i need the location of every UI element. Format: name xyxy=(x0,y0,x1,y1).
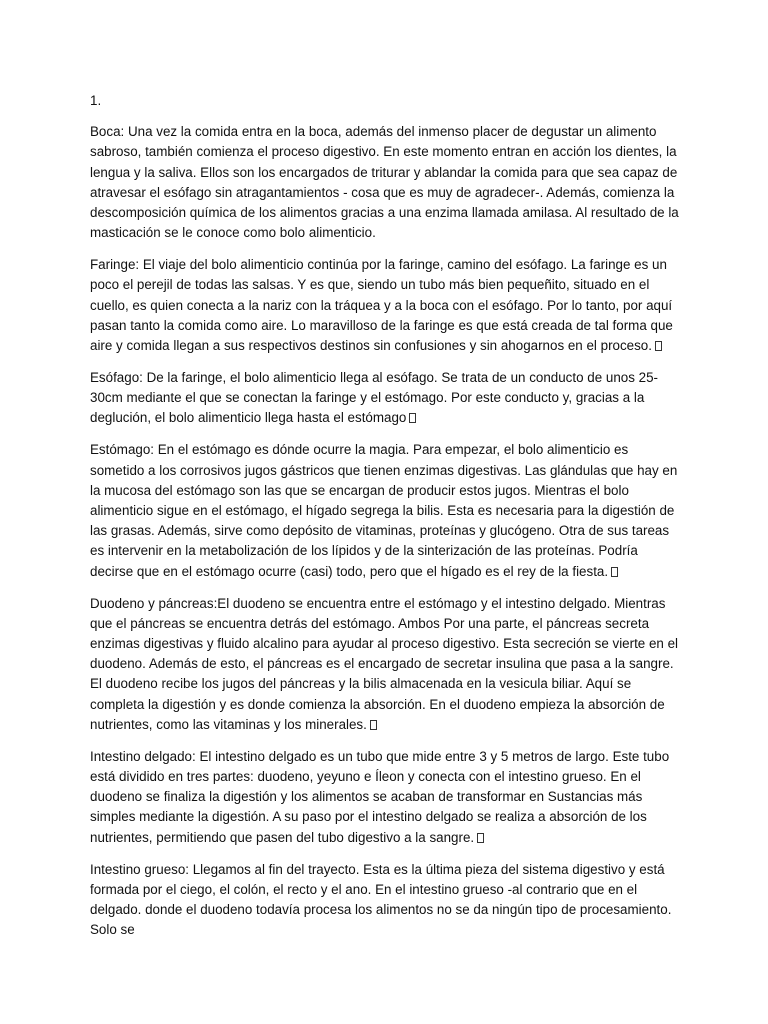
paragraph-estomago xyxy=(90,440,684,581)
paragraph-esofago xyxy=(90,368,684,429)
missing-glyph-icon xyxy=(655,341,662,351)
missing-glyph-icon xyxy=(611,567,618,577)
paragraph-text: Intestino grueso: Llegamos al fin del trayecto. Esta es la última pieza del sistema digestivo y está formada por el ciego, el colón, el recto y el ano. En el intestino grueso -al contrario que en el delgado. donde el duodeno todavía procesa los alimentos no se da ningún tipo de procesamiento. Solo se xyxy=(90,861,672,938)
paragraph-intestino-grueso xyxy=(90,860,684,941)
missing-glyph-icon xyxy=(409,413,416,423)
missing-glyph-icon xyxy=(370,720,377,730)
paragraph-boca xyxy=(90,122,684,243)
paragraph-text: Boca: Una vez la comida entra en la boca, además del inmenso placer de degustar un alimento sabroso, también comienza el proceso digestivo. En este momento entran en acción los dientes, la lengua y la saliva. Ellos son los encargados de triturar y ablandar la comida para que sea capaz de atravesar el esófago sin atragantamientos - cosa que es muy de agradecer-. Además, comienza la descomposición química de los alimentos gracias a una enzima llamada amilasa. Al resultado de la masticación se le conoce como bolo alimenticio. xyxy=(90,124,679,241)
paragraph-text: Faringe: El viaje del bolo alimenticio continúa por la faringe, camino del esófago. La faringe es un poco el perejil de todas las salsas. Y es que, siendo un tubo más bien pequeñito, situado en el cuello, es quien conecta a la nariz con la tráquea y a la boca con el esófago. Por lo tanto, por aquí pasan tanto la comida como aire. Lo maravilloso de la faringe es que está creada de tal forma que aire y comida llegan a sus respectivos destinos sin confusiones y sin ahogarnos en el proceso. xyxy=(90,257,673,354)
paragraph-intestino-delgado xyxy=(90,747,684,848)
missing-glyph-icon xyxy=(477,833,484,843)
paragraph-duodeno-pancreas xyxy=(90,594,684,735)
paragraph-faringe xyxy=(90,255,684,356)
paragraph-text: Estómago: En el estómago es dónde ocurre la magia. Para empezar, el bolo alimenticio es sometido a los corrosivos jugos gástricos que tienen enzimas digestivas. Las glándulas que hay en la mucosa del estómago son las que se encargan de producir estos jugos. Mientras el bolo alimenticio sigue en el estómago, el hígado segrega la bilis. Esta es necesaria para la digestión de las grasas. Además, sirve como depósito de vitaminas, proteínas y glucógeno. Otra de sus tareas es intervenir en la metabolización de los lípidos y de la sinterización de las proteínas. Podría decirse que en el estómago ocurre (casi) todo, pero que el hígado es el rey de la fiesta. xyxy=(90,442,678,579)
paragraph-text: Duodeno y páncreas:El duodeno se encuentra entre el estómago y el intestino delgado. Mientras que el páncreas se encuentra detrás del estómago. Ambos Por una parte, el páncreas secreta enzimas digestivas y fluido alcalino para ayudar al proceso digestivo. Esta secreción se vierte en el duodeno. Además de esto, el páncreas es el encargado de secretar insulina que pasa a la sangre. El duodeno recibe los jugos del páncreas y la bilis almacenada en la vesicula biliar. Aquí se completa la digestión y es donde comienza la absorción. En el duodeno empieza la absorción de nutrientes, como las vitaminas y los minerales. xyxy=(90,595,679,732)
list-number: 1. xyxy=(90,93,102,108)
paragraph-text: Esófago: De la faringe, el bolo alimenticio llega al esófago. Se trata de un conducto de unos 25-30cm mediante el que se conectan la faringe y el estómago. Por este conducto y, gracias a la deglución, el bolo alimenticio llega hasta el estómago xyxy=(90,370,658,426)
document-body xyxy=(90,91,684,952)
paragraph-text: Intestino delgado: El intestino delgado es un tubo que mide entre 3 y 5 metros de largo. Este tubo está dividido en tres partes: duodeno, yeyuno e Íleon y conecta con el intestino grueso. En el duodeno se finaliza la digestión y los alimentos se acaban de transformar en Sustancias más simples mediante la digestión. A su paso por el intestino delgado se realiza a absorción de los nutrientes, permitiendo que pasen del tubo digestivo a la sangre. xyxy=(90,748,670,845)
